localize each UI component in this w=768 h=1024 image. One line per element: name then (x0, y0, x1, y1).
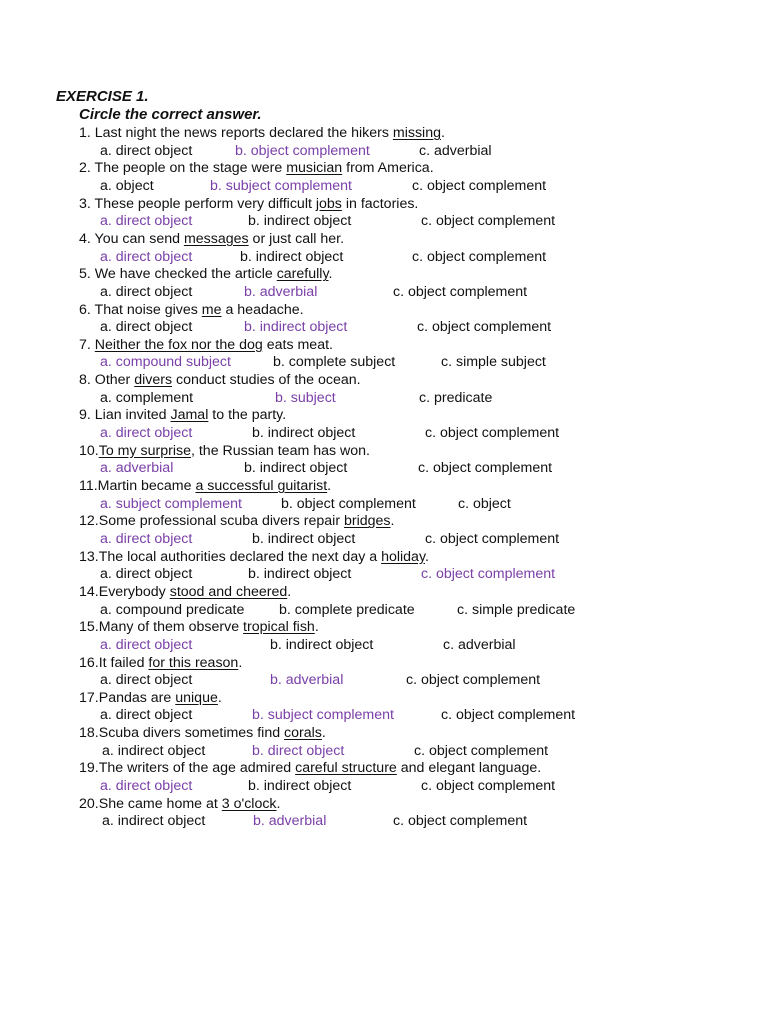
question-number: 1. (79, 125, 95, 141)
question-text: Pandas are (98, 689, 176, 706)
question-number: 11. (79, 478, 98, 494)
question-number: 14. (79, 583, 99, 600)
question-line (79, 443, 370, 460)
answer-option: b. indirect object (270, 636, 374, 653)
question-number: 4. (79, 230, 95, 247)
question-text-end: . (238, 654, 243, 671)
answer-option: a. direct object (100, 319, 193, 336)
answer-option: c. object complement (393, 283, 528, 300)
underlined-phrase: 3 o'clock (221, 795, 277, 812)
answer-option: c. object complement (414, 742, 549, 759)
underlined-phrase: unique (175, 689, 218, 706)
answer-option: c. object complement (441, 707, 576, 724)
answer-option: b. subject complement (252, 707, 394, 724)
question-text: We have checked the article (94, 266, 277, 283)
question-number: 16. (79, 654, 99, 671)
question-text-end: . (321, 725, 326, 742)
question-text-end: . (314, 619, 319, 636)
answer-option: a. direct object (100, 213, 193, 230)
answer-option: c. object complement (421, 213, 556, 230)
answer-option: c. adverbial (443, 636, 516, 653)
question-number: 10. (79, 442, 99, 459)
question-line (79, 690, 222, 707)
answer-option: b. direct object (252, 742, 345, 759)
answer-option: a. compound predicate (100, 601, 245, 618)
answer-option: c. object complement (425, 530, 560, 547)
answer-option: b. adverbial (270, 672, 344, 689)
question-number: 15. (79, 619, 99, 636)
question-text-end: or just call her. (248, 230, 345, 247)
underlined-phrase: me (201, 301, 222, 318)
answer-option: a. direct object (100, 425, 193, 441)
answer-option: a. direct object (100, 530, 193, 547)
question-line (79, 160, 434, 177)
question-line (79, 231, 344, 248)
answer-option: c. simple subject (441, 354, 546, 371)
answer-option: c. object complement (412, 177, 547, 194)
answer-option: b. indirect object (252, 425, 356, 441)
answer-option: b. subject complement (210, 177, 352, 194)
question-text-end: from America. (342, 160, 434, 177)
question-number: 7. (79, 336, 95, 353)
answer-option: a. direct object (100, 248, 193, 265)
underlined-phrase: musician (286, 160, 343, 177)
underlined-phrase: careful structure (295, 760, 397, 777)
question-line (79, 760, 541, 777)
question-text: Martin became (97, 478, 196, 494)
question-text: That noise gives (94, 301, 202, 318)
question-text-end: a headache. (221, 301, 304, 318)
underlined-phrase: for this reason (148, 654, 239, 671)
answer-option: c. object (458, 495, 511, 512)
question-number: 6. (79, 301, 95, 318)
answer-option: c. object complement (417, 319, 552, 336)
question-line (79, 125, 445, 142)
answer-option: a. object (100, 177, 154, 194)
question-text-end: . (276, 795, 281, 812)
answer-option: c. object complement (425, 425, 560, 441)
answer-option: b. object complement (235, 142, 370, 159)
answer-option: c. object complement (393, 813, 528, 830)
question-text: Everybody (98, 583, 170, 600)
answer-option: b. indirect object (248, 566, 352, 583)
answer-option: c. object complement (418, 460, 553, 477)
answer-option: b. indirect object (244, 319, 348, 336)
underlined-phrase: missing (392, 125, 441, 141)
underlined-phrase: carefully (276, 266, 329, 283)
question-text: Last night the news reports declared the hikers (94, 125, 393, 141)
question-text-end: . (440, 125, 445, 141)
question-text: The people on the stage were (94, 160, 287, 177)
answer-option: b. indirect object (248, 213, 352, 230)
answer-option: a. direct object (100, 142, 193, 159)
question-number: 18. (79, 725, 99, 742)
answer-option: a. direct object (100, 636, 193, 653)
question-text-end: . (390, 513, 395, 530)
answer-option: a. adverbial (100, 460, 174, 477)
question-text: It failed (98, 654, 149, 671)
question-text-end: conduct studies of the ocean. (172, 372, 361, 389)
exercise-instruction: Circle the correct answer. (79, 106, 262, 123)
answer-option: c. object complement (406, 672, 541, 689)
underlined-phrase: tropical fish (243, 619, 315, 636)
question-number: 2. (79, 160, 95, 177)
underlined-phrase: Neither the fox nor the dog (94, 336, 263, 353)
question-line (79, 196, 418, 213)
underlined-phrase: Jamal (170, 407, 209, 424)
answer-option: a. direct object (100, 566, 193, 583)
answer-option: c. adverbial (419, 142, 492, 159)
answer-option: a. indirect object (102, 742, 206, 759)
answer-option: b. indirect object (252, 530, 356, 547)
question-number: 20. (79, 795, 99, 812)
underlined-phrase: stood and cheered (169, 583, 288, 600)
question-text-end: . (328, 266, 333, 283)
underlined-phrase: a successful guitarist (195, 478, 328, 494)
question-text: Lian invited (94, 407, 171, 424)
answer-option: c. object complement (421, 566, 556, 583)
question-text: You can send (94, 230, 184, 247)
underlined-phrase: divers (134, 372, 173, 389)
answer-option: a. compound subject (100, 354, 231, 371)
underlined-phrase: jobs (315, 195, 342, 212)
question-text-end: and elegant language. (396, 760, 542, 777)
question-number: 12. (79, 513, 99, 530)
question-line (79, 549, 429, 566)
answer-option: a. indirect object (102, 813, 206, 830)
question-text-end: , the Russian team has won. (190, 442, 370, 459)
answer-option: b. indirect object (240, 248, 344, 265)
question-text: The local authorities declared the next day a (98, 548, 382, 565)
question-text: Many of them observe (98, 619, 244, 636)
answer-option: c. predicate (419, 389, 493, 406)
answer-option: a. direct object (100, 672, 193, 689)
question-number: 5. (79, 266, 95, 283)
question-line (79, 337, 333, 354)
answer-option: b. adverbial (244, 283, 318, 300)
question-text: Other (94, 372, 135, 389)
question-line (79, 478, 331, 495)
answer-option: a. direct object (100, 778, 193, 794)
answer-option: c. object complement (412, 248, 547, 265)
question-line (79, 407, 286, 424)
question-line (79, 725, 326, 742)
answer-option: b. indirect object (244, 460, 348, 477)
question-text-end: . (327, 478, 332, 494)
answer-option: c. simple predicate (457, 601, 576, 618)
answer-option: c. object complement (421, 778, 556, 794)
answer-option: b. complete predicate (279, 601, 415, 618)
underlined-phrase: holiday (381, 548, 425, 565)
question-text-end: . (287, 583, 292, 600)
question-text-end: in factories. (341, 195, 419, 212)
question-text-end: eats meat. (262, 336, 333, 353)
underlined-phrase: corals (284, 725, 322, 742)
question-text: Some professional scuba divers repair (98, 513, 344, 530)
question-line (79, 655, 242, 672)
question-line (79, 796, 280, 813)
question-number: 13. (79, 548, 99, 565)
question-text: Scuba divers sometimes find (98, 725, 285, 742)
question-text-end: . (217, 689, 222, 706)
underlined-phrase: messages (183, 230, 249, 247)
answer-option: a. complement (100, 389, 194, 406)
underlined-phrase: bridges (343, 513, 391, 530)
question-text: She came home at (98, 795, 222, 812)
answer-option: a. direct object (100, 707, 193, 724)
answer-option: a. subject complement (100, 495, 242, 512)
exercise-title: EXERCISE 1. (56, 88, 149, 105)
answer-option: b. object complement (281, 495, 416, 512)
question-text: These people perform very difficult (94, 195, 316, 212)
question-number: 8. (79, 372, 95, 389)
question-line (79, 372, 361, 389)
underlined-phrase: To my surprise (98, 442, 191, 459)
question-line (79, 584, 291, 601)
question-line (79, 513, 394, 530)
answer-option: b. adverbial (253, 813, 327, 830)
question-number: 3. (79, 195, 95, 212)
question-text-end: to the party. (208, 407, 287, 424)
question-number: 19. (79, 760, 99, 777)
question-line (79, 619, 319, 636)
question-number: 17. (79, 689, 99, 706)
answer-option: a. direct object (100, 283, 193, 300)
answer-option: b. complete subject (273, 354, 396, 371)
question-line (79, 266, 332, 283)
question-number: 9. (79, 407, 95, 424)
answer-option: b. subject (275, 389, 336, 406)
question-line (79, 302, 304, 319)
answer-option: b. indirect object (248, 778, 352, 794)
question-text: The writers of the age admired (98, 760, 296, 777)
question-text-end: . (424, 548, 429, 565)
